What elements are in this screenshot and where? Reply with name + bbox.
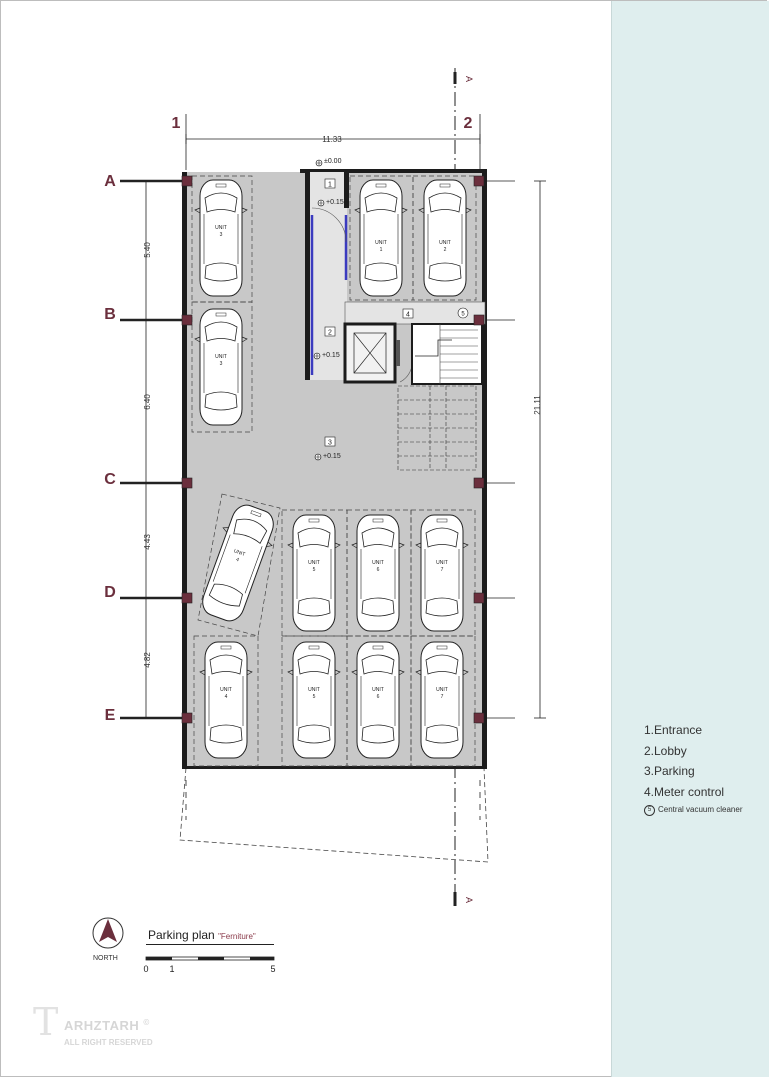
car-label-unit: UNIT [232, 548, 246, 558]
drawing-title [148, 928, 256, 942]
section-mark-top: A [464, 75, 474, 83]
grid-label-row-a: A [104, 173, 116, 191]
level-parking: +0.15 [323, 453, 341, 460]
car-label-unit: UNIT [215, 354, 227, 360]
car-label-unit: UNIT [439, 240, 451, 246]
row-spacing-ab: 5.40 [143, 242, 152, 258]
legend [644, 720, 742, 821]
car-label-number: 6 [376, 567, 380, 573]
car-unit-6-a [352, 515, 404, 631]
registered-mark: © [143, 1018, 150, 1027]
scale-label-5: 5 [270, 964, 276, 974]
car-label-unit: UNIT [436, 560, 448, 566]
car-label-unit: UNIT [436, 687, 448, 693]
level-entrance: ±0.00 [324, 158, 342, 165]
row-spacing-bc: 6.40 [143, 394, 152, 410]
brand-name-text: ARHZTARH [64, 1018, 140, 1033]
grid-label-row-c: C [104, 471, 116, 489]
car-label-unit: UNIT [375, 240, 387, 246]
car-label-number: 3 [219, 232, 223, 238]
grid-label-row-e: E [104, 707, 116, 725]
car-label-unit: UNIT [372, 560, 384, 566]
room-tag-central-vacuum: 5 [461, 311, 465, 318]
brand-tagline: ALL RIGHT RESERVED [64, 1038, 153, 1047]
car-unit-1 [355, 180, 407, 296]
car-label-number: 2 [443, 247, 447, 253]
north-label: NORTH [93, 955, 118, 962]
car-unit-3-b [195, 309, 247, 425]
legend-item-entrance: 1.Entrance [644, 723, 703, 737]
car-label-number: 4 [235, 556, 240, 564]
section-mark-bottom: A [464, 896, 474, 904]
car-unit-5-a [288, 515, 340, 631]
car-unit-2 [419, 180, 471, 296]
car-unit-4-b [200, 642, 252, 758]
car-label-number: 4 [224, 694, 228, 700]
car-label-unit: UNIT [215, 225, 227, 231]
room-tag-meter-control: 4 [406, 311, 410, 319]
car-label-number: 1 [379, 247, 383, 253]
room-tag-entrance: 1 [328, 181, 332, 189]
level-lobby-lower: +0.15 [322, 352, 340, 359]
level-lobby: +0.15 [326, 199, 344, 206]
legend-item-parking: 3.Parking [644, 764, 695, 778]
brand-logo-icon: T [33, 1000, 59, 1044]
car-label-number: 7 [440, 567, 444, 573]
legend-note-text: Central vacuum cleaner [658, 805, 743, 814]
car-label-unit: UNIT [220, 687, 232, 693]
row-spacing-cd: 4.43 [143, 534, 152, 550]
legend-item-lobby: 2.Lobby [644, 743, 687, 758]
grid-label-row-b: B [104, 306, 116, 324]
legend-item-meter-control: 4.Meter control [644, 784, 725, 799]
car-label-number: 3 [219, 361, 223, 367]
title-underline [146, 944, 274, 945]
room-tag-lobby: 2 [328, 329, 332, 337]
drawing-title-main: Parking plan [148, 928, 215, 942]
legend-note [644, 800, 742, 821]
brand-name [64, 1018, 150, 1033]
car-unit-7-a [416, 515, 468, 631]
car-label-unit: UNIT [308, 560, 320, 566]
legend-note-number: 5 [644, 805, 655, 816]
scale-bar [146, 957, 274, 960]
room-tag-parking: 3 [328, 439, 332, 447]
car-label-number: 7 [440, 694, 444, 700]
car-label-unit: UNIT [308, 687, 320, 693]
grid-label-col-1: 1 [171, 115, 181, 132]
car-unit-3-a [195, 180, 247, 296]
drawing-title-suffix: "Ferniture" [218, 932, 256, 941]
car-unit-7-b [416, 642, 468, 758]
row-spacing-de: 4.82 [143, 652, 152, 668]
grid-label-row-d: D [104, 584, 116, 602]
car-label-number: 6 [376, 694, 380, 700]
ramp-outline [180, 768, 488, 862]
car-unit-6-b [352, 642, 404, 758]
car-unit-5-b [288, 642, 340, 758]
overall-width-dimension: 11.33 [322, 135, 342, 144]
overall-length-dimension: 21.11 [533, 395, 542, 415]
scale-label-0: 0 [143, 964, 149, 974]
grid-label-col-2: 2 [463, 115, 473, 132]
car-label-number: 5 [312, 694, 316, 700]
car-label-unit: UNIT [372, 687, 384, 693]
scale-label-1: 1 [169, 964, 175, 974]
car-label-number: 5 [312, 567, 316, 573]
north-arrow-icon [93, 918, 123, 948]
